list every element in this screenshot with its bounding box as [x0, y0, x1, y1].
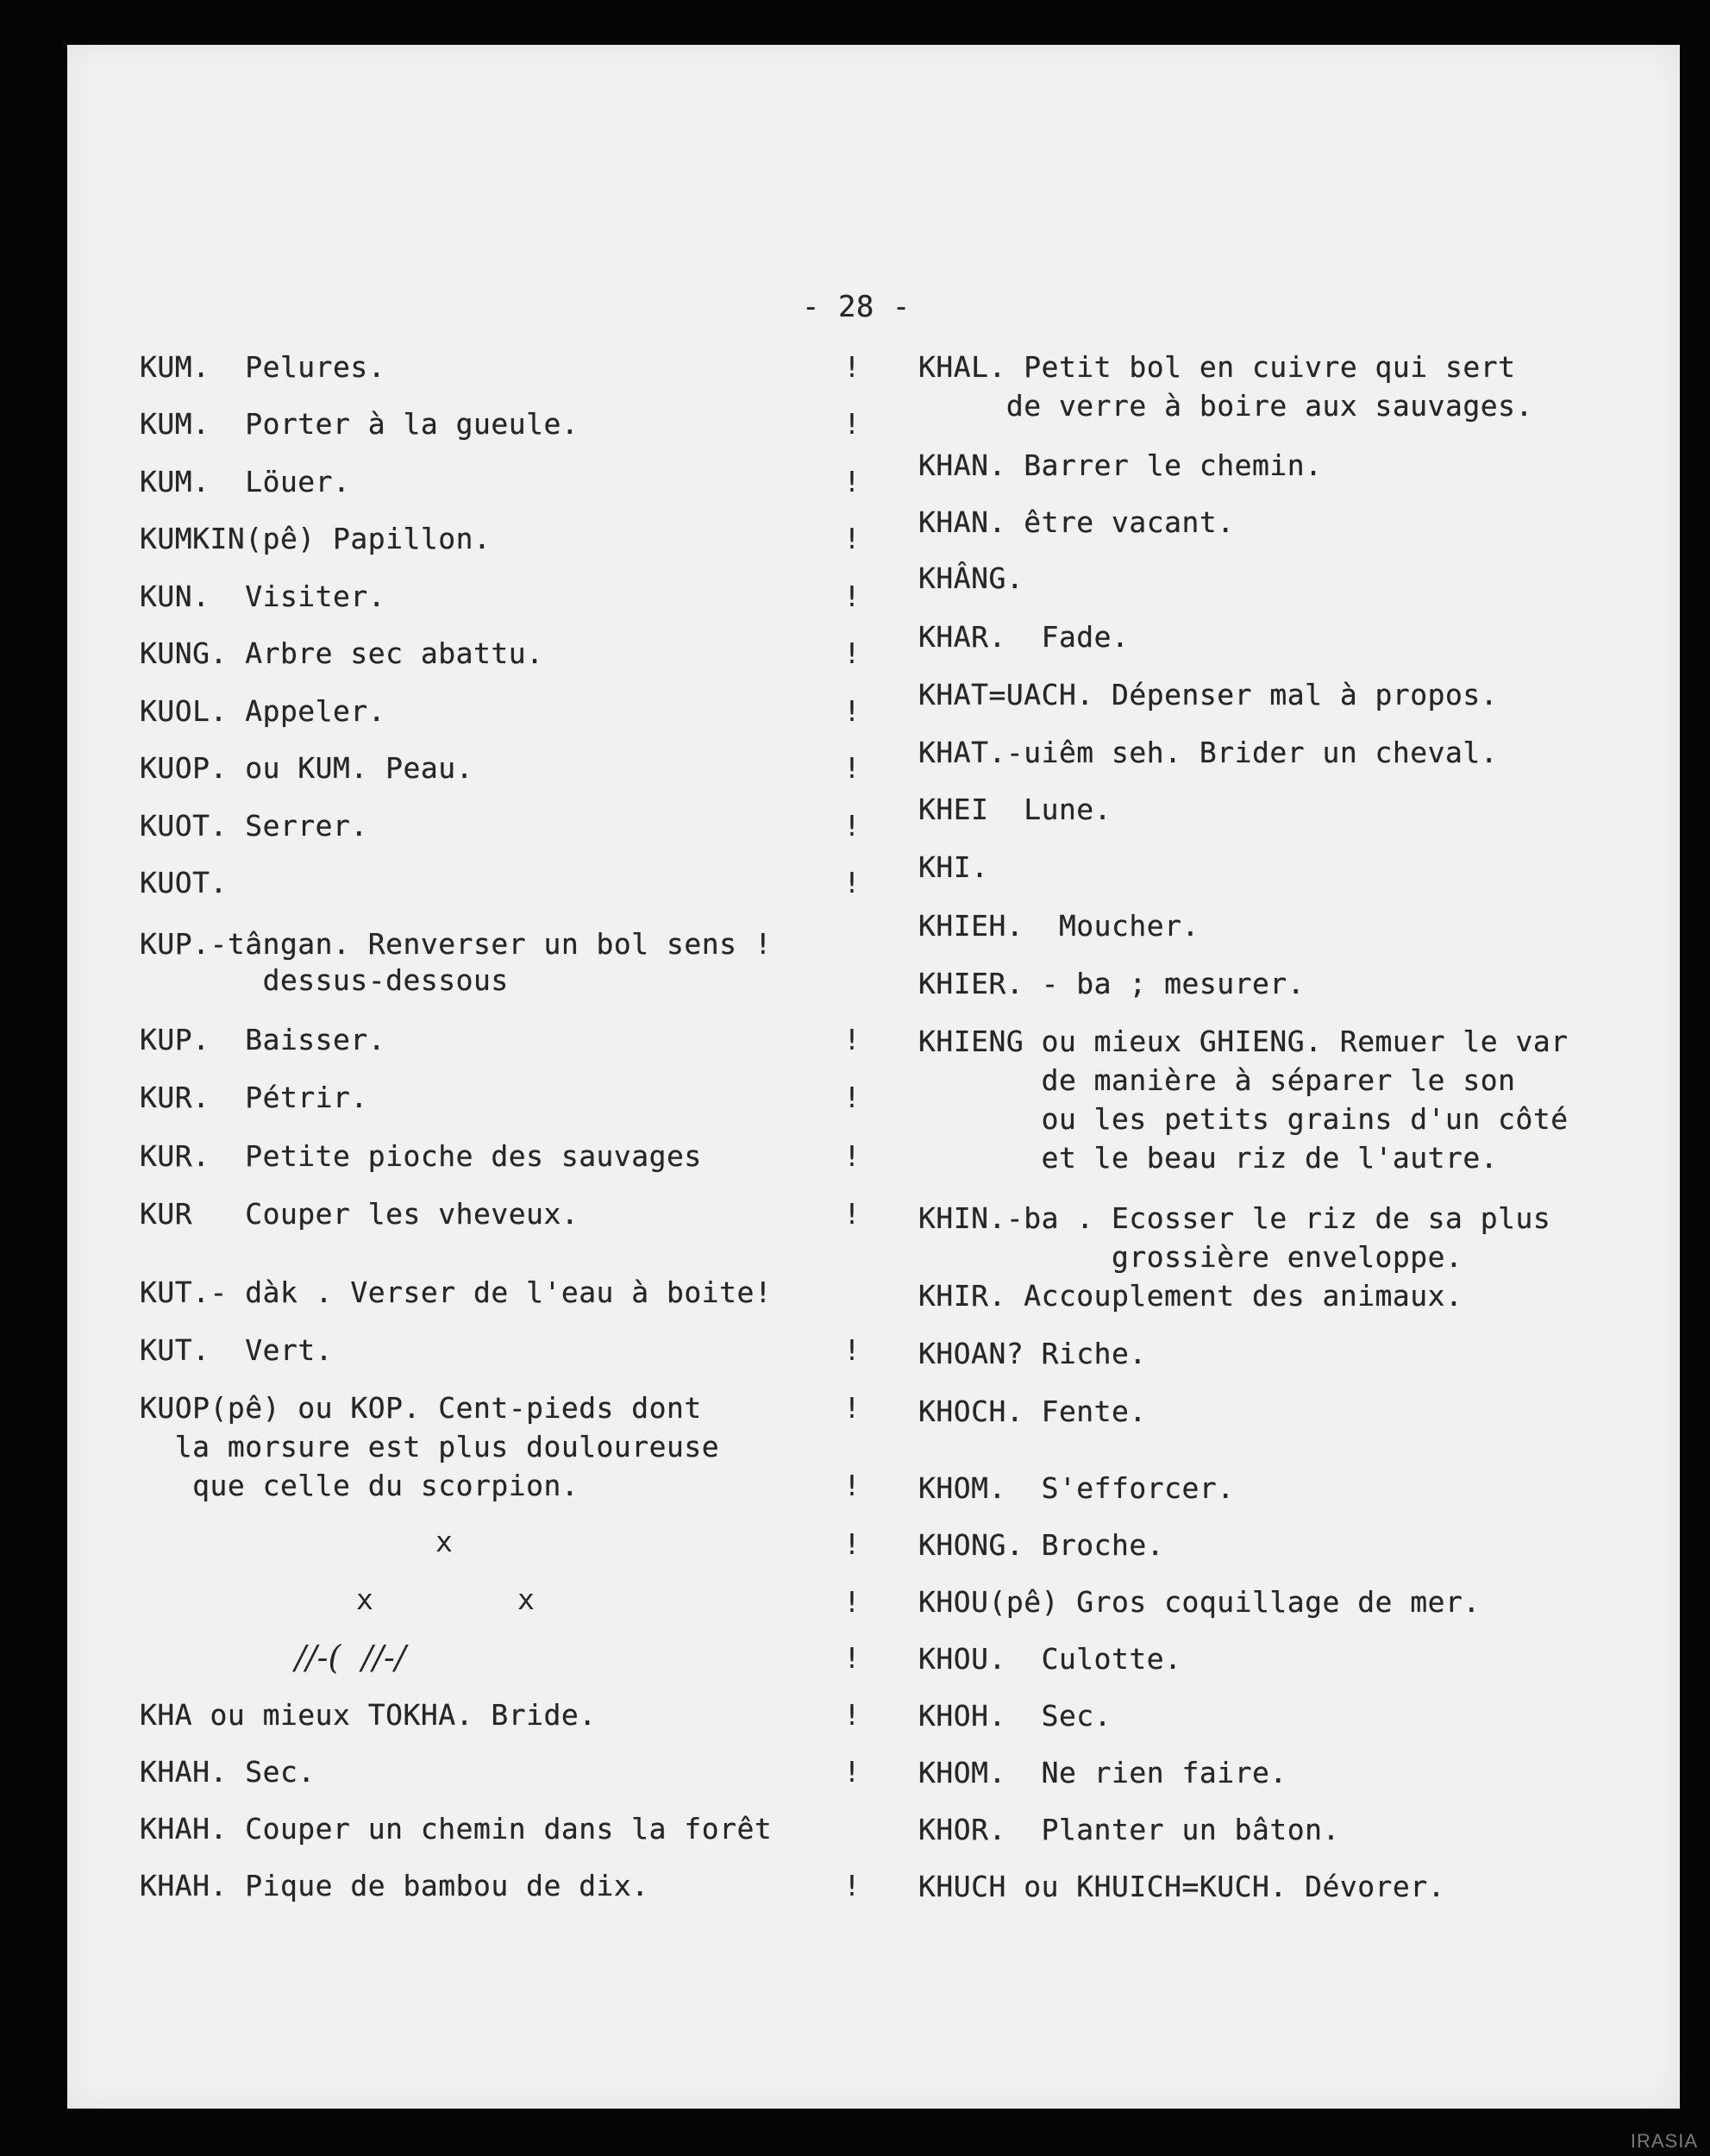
right-entry: KHAN. Barrer le chemin. [918, 448, 1323, 482]
right-entry: KHIEH. Moucher. [918, 909, 1200, 943]
column-separator: ! [843, 866, 861, 899]
right-entry: KHONG. Broche. [918, 1528, 1165, 1562]
column-separator: ! [843, 1869, 861, 1902]
right-entry: KHOR. Planter un bâton. [918, 1813, 1340, 1846]
column-separator: ! [843, 1081, 861, 1114]
column-separator: ! [843, 580, 861, 613]
left-entry: KUR Couper les vheveux. [140, 1197, 579, 1231]
left-entry: KUM. Porter à la gueule. [140, 407, 579, 441]
column-separator: ! [843, 1023, 861, 1056]
right-entry: grossière enveloppe. [918, 1240, 1463, 1274]
right-entry: KHAL. Petit bol en cuivre qui sert [918, 350, 1516, 384]
right-entry: et le beau riz de l'autre. [918, 1141, 1499, 1175]
left-entry: KUOT. Serrer. [140, 809, 368, 843]
right-entry: KHAN. être vacant. [918, 505, 1235, 539]
left-entry: la morsure est plus douloureuse [140, 1430, 720, 1463]
left-entry: KUNG. Arbre sec abattu. [140, 636, 544, 670]
left-entry: KUN. Visiter. [140, 580, 386, 613]
column-separator: ! [843, 1469, 861, 1502]
right-entry: KHOU(pê) Gros coquillage de mer. [918, 1585, 1481, 1619]
left-entry: KHA ou mieux TOKHA. Bride. [140, 1698, 597, 1732]
right-entry: KHOCH. Fente. [918, 1395, 1147, 1428]
column-separator: ! [843, 1755, 861, 1789]
column-separator: ! [843, 1698, 861, 1732]
column-separator: ! [843, 1527, 861, 1561]
left-entry: dessus-dessous [140, 963, 509, 997]
left-entry: KUM. Pelures. [140, 350, 386, 384]
left-entry: KUR. Pétrir. [140, 1081, 368, 1114]
right-entry: KHIR. Accouplement des animaux. [918, 1279, 1463, 1313]
left-entry: KUR. Petite pioche des sauvages [140, 1139, 702, 1173]
right-entry: de manière à séparer le son [918, 1063, 1516, 1097]
right-entry: KHAT.-uiêm seh. Brider un cheval. [918, 736, 1499, 769]
column-separator: ! [843, 522, 861, 555]
left-entry: KUP. Baisser. [140, 1023, 386, 1056]
right-entry: KHIN.-ba . Ecosser le riz de sa plus [918, 1201, 1551, 1235]
column-separator: ! [843, 751, 861, 785]
right-entry: KHOM. S'efforcer. [918, 1471, 1235, 1505]
right-entry: KHOAN? Riche. [918, 1337, 1147, 1370]
column-separator: ! [843, 694, 861, 728]
left-entry: KHAH. Pique de bambou de dix. [140, 1869, 649, 1902]
watermark: IRASIA [1630, 2130, 1698, 2152]
right-entry: ou les petits grains d'un côté [918, 1102, 1569, 1136]
left-entry: KHAH. Couper un chemin dans la forêt [140, 1812, 773, 1846]
left-entry: KUM. Löuer. [140, 465, 351, 498]
left-entry: que celle du scorpion. [140, 1469, 579, 1502]
section-mark-x: x [356, 1583, 373, 1616]
column-separator: ! [843, 1139, 861, 1173]
handwritten-mark: //-( //-/ [295, 1639, 406, 1677]
left-entry: KUOT. [140, 866, 228, 899]
right-entry: KHI. [918, 850, 989, 884]
right-entry: KHOH. Sec. [918, 1699, 1112, 1733]
column-separator: ! [843, 465, 861, 498]
right-entry: KHAT=UACH. Dépenser mal à propos. [918, 678, 1499, 711]
right-entry: KHUCH ou KHUICH=KUCH. Dévorer. [918, 1870, 1446, 1903]
right-entry: KHAR. Fade. [918, 620, 1130, 654]
column-separator: ! [843, 1333, 861, 1367]
column-separator: ! [843, 1391, 861, 1425]
right-entry: KHEI Lune. [918, 793, 1112, 826]
section-mark-x: x [435, 1525, 453, 1558]
right-entry: de verre à boire aux sauvages. [918, 389, 1533, 423]
left-entry: KUT.- dàk . Verser de l'eau à boite! [140, 1275, 773, 1309]
column-separator: ! [843, 1641, 861, 1675]
column-separator: ! [843, 407, 861, 441]
left-entry: KUOP. ou KUM. Peau. [140, 751, 473, 785]
left-entry: KUP.-tângan. Renverser un bol sens ! [140, 927, 773, 961]
right-entry: KHIER. - ba ; mesurer. [918, 967, 1306, 1000]
left-entry: KUT. Vert. [140, 1333, 334, 1367]
column-separator: ! [843, 1197, 861, 1231]
section-mark-x: x [517, 1583, 535, 1616]
column-separator: ! [843, 636, 861, 670]
column-separator: ! [843, 350, 861, 384]
left-entry: KUOP(pê) ou KOP. Cent-pieds dont [140, 1391, 702, 1425]
page-number: - 28 - [802, 290, 911, 324]
left-entry: KUOL. Appeler. [140, 694, 386, 728]
left-entry: KUMKIN(pê) Papillon. [140, 522, 492, 555]
right-entry: KHIENG ou mieux GHIENG. Remuer le var [918, 1025, 1569, 1058]
column-separator: ! [843, 809, 861, 843]
right-entry: KHÂNG. [918, 561, 1024, 595]
right-entry: KHOU. Culotte. [918, 1642, 1182, 1676]
left-entry: KHAH. Sec. [140, 1755, 316, 1789]
right-entry: KHOM. Ne rien faire. [918, 1756, 1287, 1789]
column-separator: ! [843, 1585, 861, 1619]
